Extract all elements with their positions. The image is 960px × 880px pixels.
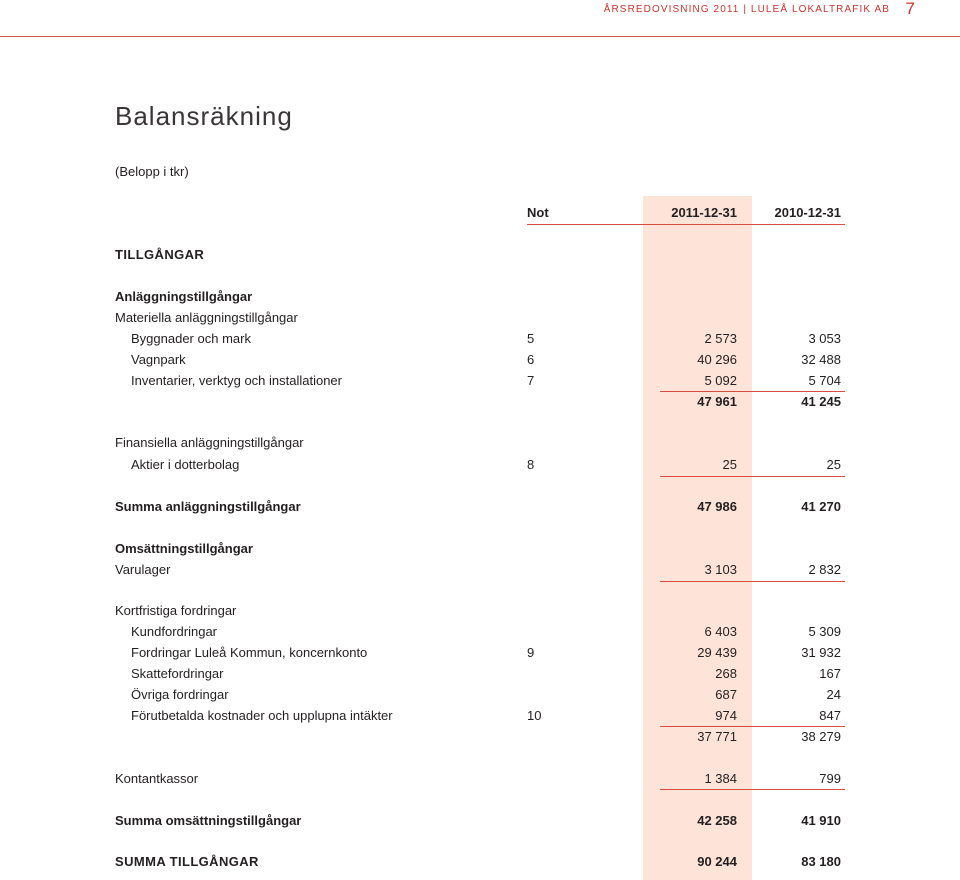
fixed-assets-heading-row <box>0 286 960 307</box>
row-note: 5 <box>527 331 535 346</box>
cash-row <box>0 768 960 789</box>
row-note: 9 <box>527 645 535 660</box>
row-label: Byggnader och mark <box>131 331 251 346</box>
total-value-2010: 41 910 <box>801 813 841 828</box>
row-label: Övriga fordringar <box>131 687 229 702</box>
row-value-2010: 31 932 <box>801 645 841 660</box>
subtotal-value-2011: 47 961 <box>697 394 737 409</box>
financial-heading: Finansiella anläggningstillgångar <box>115 435 304 450</box>
row-value-2010: 5 309 <box>808 624 841 639</box>
row-value-2011: 2 573 <box>704 331 737 346</box>
total-label: Summa anläggningstillgångar <box>115 499 301 514</box>
row-value-2011: 6 403 <box>704 624 737 639</box>
table-row <box>0 349 960 370</box>
grand-total-value-2011: 90 244 <box>697 854 737 869</box>
row-value-2010: 2 832 <box>808 562 841 577</box>
table-row <box>0 454 960 475</box>
tangible-subtotal-row <box>0 391 960 412</box>
receivables-heading: Kortfristiga fordringar <box>115 603 237 618</box>
table-row <box>0 642 960 663</box>
subtotal-value-2010: 38 279 <box>801 729 841 744</box>
row-label: Kundfordringar <box>131 624 217 639</box>
total-value-2011: 42 258 <box>697 813 737 828</box>
row-value-2011: 5 092 <box>704 373 737 388</box>
row-label: Vagnpark <box>131 352 186 367</box>
row-value-2011: 687 <box>715 687 737 702</box>
page-number: 7 <box>905 0 915 18</box>
table-row <box>0 621 960 642</box>
row-value-2010: 799 <box>819 771 841 786</box>
grand-total-value-2010: 83 180 <box>801 854 841 869</box>
tangible-heading: Materiella anläggningstillgångar <box>115 310 298 325</box>
previous-year-column-header: 2010-12-31 <box>774 205 841 220</box>
grand-total-label: SUMMA TILLGÅNGAR <box>115 854 259 869</box>
grand-total-row <box>0 851 960 872</box>
receivables-subtotal-row <box>0 726 960 747</box>
section-title: TILLGÅNGAR <box>115 247 205 262</box>
row-note: 7 <box>527 373 535 388</box>
receivables-heading-row <box>0 600 960 621</box>
fixed-assets-heading: Anläggningstillgångar <box>115 289 253 304</box>
row-value-2010: 3 053 <box>808 331 841 346</box>
row-value-2011: 974 <box>715 708 737 723</box>
row-value-2011: 29 439 <box>697 645 737 660</box>
tangible-heading-row <box>0 307 960 328</box>
unit-note: (Belopp i tkr) <box>115 164 189 179</box>
row-value-2010: 32 488 <box>801 352 841 367</box>
total-label: Summa omsättningstillgångar <box>115 813 302 828</box>
current-year-column-header: 2011-12-31 <box>671 205 737 220</box>
current-assets-total-row <box>0 810 960 831</box>
row-label: Förutbetalda kostnader och upplupna intäkter <box>131 708 393 723</box>
row-note: 6 <box>527 352 535 367</box>
table-row <box>0 663 960 684</box>
inventory-row <box>0 559 960 580</box>
section-title-row <box>0 244 960 265</box>
inventory-rule <box>660 581 845 582</box>
running-header: ÅRSREDOVISNING 2011 | LULEÅ LOKALTRAFIK AB <box>603 4 890 15</box>
row-value-2010: 167 <box>819 666 841 681</box>
table-row <box>0 328 960 349</box>
row-value-2011: 268 <box>715 666 737 681</box>
total-value-2010: 41 270 <box>801 499 841 514</box>
row-label: Inventarier, verktyg och installationer <box>131 373 342 388</box>
row-note: 10 <box>527 708 542 723</box>
total-value-2011: 47 986 <box>697 499 737 514</box>
table-row <box>0 705 960 726</box>
column-header-row <box>0 202 960 223</box>
row-label: Varulager <box>115 562 171 577</box>
current-assets-heading: Omsättningstillgångar <box>115 541 253 556</box>
row-value-2010: 24 <box>826 687 841 702</box>
header-divider <box>0 36 960 37</box>
financial-heading-row <box>0 432 960 453</box>
subtotal-value-2011: 37 771 <box>697 729 737 744</box>
fixed-assets-total-row <box>0 496 960 517</box>
row-value-2011: 1 384 <box>704 771 737 786</box>
page-title: Balansräkning <box>115 101 293 131</box>
cash-rule <box>660 789 845 790</box>
row-label: Skattefordringar <box>131 666 224 681</box>
table-row <box>0 684 960 705</box>
note-column-header: Not <box>527 205 549 220</box>
row-value-2010: 5 704 <box>808 373 841 388</box>
subtotal-value-2010: 41 245 <box>801 394 841 409</box>
row-label: Fordringar Luleå Kommun, koncernkonto <box>131 645 368 660</box>
row-note: 8 <box>527 457 535 472</box>
row-label: Kontantkassor <box>115 771 199 786</box>
current-assets-heading-row <box>0 538 960 559</box>
column-header-rule <box>527 224 845 225</box>
row-label: Aktier i dotterbolag <box>131 457 240 472</box>
row-value-2010: 25 <box>826 457 841 472</box>
row-value-2011: 3 103 <box>704 562 737 577</box>
row-value-2011: 25 <box>722 457 737 472</box>
row-value-2010: 847 <box>819 708 841 723</box>
table-row <box>0 370 960 391</box>
financial-rule <box>660 476 845 477</box>
row-value-2011: 40 296 <box>697 352 737 367</box>
